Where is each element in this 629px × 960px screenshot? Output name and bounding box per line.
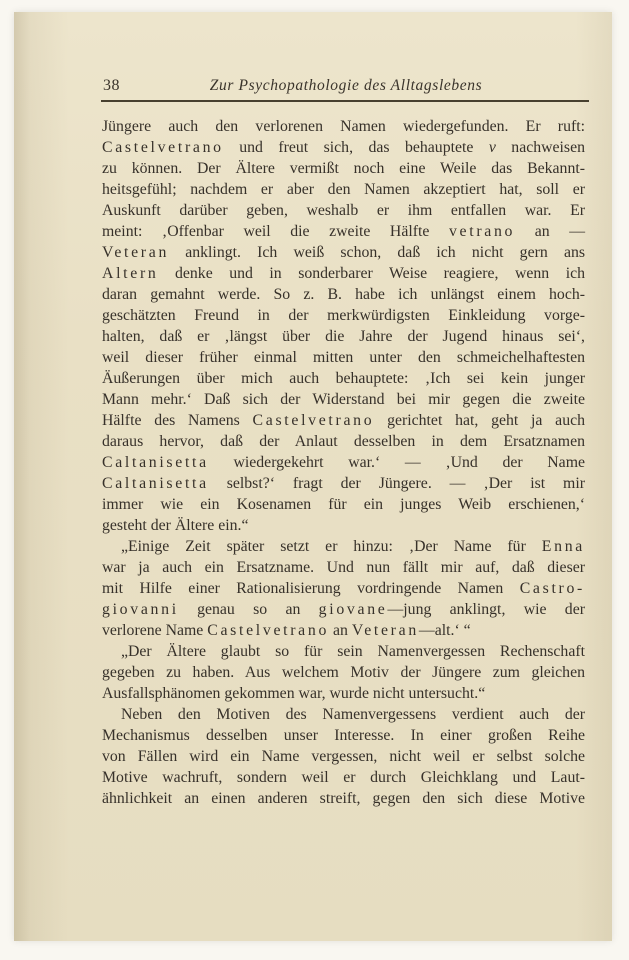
text-segment: an —	[515, 223, 585, 240]
letterspaced-text: Enna	[541, 538, 585, 555]
text-line	[102, 284, 585, 305]
text-line	[102, 578, 585, 599]
letterspaced-text: giovanni	[102, 601, 179, 618]
letterspaced-text: giovane	[318, 601, 388, 618]
text-line	[102, 305, 585, 326]
text-segment: halten, daß er ‚längst über die Jahre der Jugend hinaus sei‘,	[102, 328, 585, 345]
text-line	[102, 452, 585, 473]
text-line	[102, 620, 585, 641]
text-segment: wiedergekehrt war.‘ — ‚Und der Name	[208, 454, 585, 471]
text-segment: denke und in sonderbarer Weise reagiere, wenn ich	[158, 265, 585, 282]
text-line	[102, 536, 585, 557]
text-segment: verlorene Name	[102, 622, 208, 639]
body-text	[102, 116, 585, 809]
letterspaced-text: Castelvetrano	[102, 139, 224, 156]
text-line	[102, 515, 585, 536]
text-line	[102, 557, 585, 578]
text-segment: mit Hilfe einer Rationalisierung vordringende Namen	[102, 580, 520, 597]
text-line	[102, 788, 585, 809]
text-segment: Motive wachruft, sondern weil er durch Gleichklang und Laut-	[102, 769, 585, 786]
text-segment: genau so an	[178, 601, 319, 618]
text-segment: nachweisen	[495, 139, 585, 156]
text-line	[102, 704, 585, 725]
text-line	[102, 389, 585, 410]
text-line	[102, 410, 585, 431]
text-segment: weil dieser früher einmal mitten unter den schmeichelhaftesten	[102, 349, 585, 366]
text-line	[102, 347, 585, 368]
header-rule	[101, 100, 589, 102]
paragraph	[102, 641, 585, 704]
letterspaced-text: Veteran	[102, 244, 170, 261]
running-header-row	[102, 70, 590, 98]
letterspaced-text: Castelvetrano	[252, 412, 375, 429]
text-segment: daran gemahnt werde. So z. B. habe ich unlängst einem hoch-	[102, 286, 585, 303]
letterspaced-text: vetrano	[448, 223, 516, 240]
text-segment: heitsgefühl; nachdem er aber den Namen akzeptiert hat, soll er	[102, 181, 585, 198]
text-line	[102, 116, 585, 137]
letterspaced-text: Caltanisetta	[102, 454, 209, 471]
text-line	[102, 221, 585, 242]
text-line	[102, 725, 585, 746]
paragraph	[102, 116, 585, 536]
paragraph	[102, 536, 585, 641]
letterspaced-text: Altern	[102, 265, 159, 282]
text-segment: war ja auch ein Ersatzname. Und nun fällt mir auf, daß dieser	[102, 559, 585, 576]
text-segment: und freut sich, das behauptete	[223, 139, 489, 156]
page-number: 38	[103, 77, 120, 94]
text-segment: von Fällen wird ein Name vergessen, nicht weil er selbst solche	[102, 748, 585, 765]
text-line	[102, 368, 585, 389]
text-line	[102, 641, 585, 662]
running-header-title: Zur Psychopathologie des Alltagslebens	[209, 77, 483, 94]
text-line	[102, 179, 585, 200]
text-segment: „Der Ältere glaubt so für sein Namenvergessen Rechenschaft	[121, 643, 585, 660]
text-segment: —alt.‘ “	[418, 622, 471, 639]
text-line	[102, 200, 585, 221]
text-segment: —jung anklingt, wie der	[387, 601, 585, 618]
text-segment: Äußerungen über mich auch behauptete: ‚Ich sei kein junger	[102, 370, 585, 387]
text-segment: Mechanismus desselben unser Interesse. In einer großen Reihe	[102, 727, 585, 744]
letterspaced-text: Caltanisetta	[102, 475, 209, 492]
text-segment: an	[329, 622, 352, 639]
letterspaced-text: Castelvetrano	[207, 622, 330, 639]
text-line	[102, 326, 585, 347]
text-segment: daraus hervor, daß der Anlaut desselben in dem Ersatznamen	[102, 433, 585, 450]
text-segment: selbst?‘ fragt der Jüngere. — ‚Der ist mir	[208, 475, 585, 492]
paragraph	[102, 704, 585, 809]
text-segment: gesteht der Ältere ein.“	[102, 517, 249, 534]
text-segment: zu können. Der Ältere vermißt noch eine Weile das Bekannt-	[102, 160, 585, 177]
text-segment: meint: ‚Offenbar weil die zweite Hälfte	[102, 223, 449, 240]
text-line	[102, 767, 585, 788]
letterspaced-text: Veteran	[351, 622, 419, 639]
text-line	[102, 158, 585, 179]
text-line	[102, 494, 585, 515]
text-line	[102, 431, 585, 452]
text-line	[102, 473, 585, 494]
text-segment: Neben den Motiven des Namenvergessens verdient auch der	[121, 706, 585, 723]
text-segment: Jüngere auch den verlorenen Namen wiedergefunden. Er ruft:	[102, 118, 585, 135]
text-segment: immer wie ein Kosenamen für ein junges Weib erschienen,‘	[102, 496, 585, 513]
text-segment: Auskunft darüber geben, weshalb er ihm entfallen war. Er	[102, 202, 585, 219]
text-line	[102, 746, 585, 767]
text-line	[102, 662, 585, 683]
text-line	[102, 683, 585, 704]
text-segment: ähnlichkeit an einen anderen streift, gegen den sich diese Motive	[102, 790, 585, 807]
text-segment: Hälfte des Namens	[102, 412, 253, 429]
text-segment: geschätzten Freund in der merkwürdigsten Einkleidung vorge-	[102, 307, 585, 324]
text-line	[102, 599, 585, 620]
letterspaced-text: Castro-	[519, 580, 585, 597]
text-line	[102, 137, 585, 158]
text-line	[102, 263, 585, 284]
italic-text: v	[488, 139, 496, 156]
text-segment: gegeben zu haben. Aus welchem Motiv der Jüngere zum gleichen	[102, 664, 585, 681]
text-segment: „Einige Zeit später setzt er hinzu: ‚Der Name für	[121, 538, 542, 555]
text-segment: Ausfallsphänomen gekommen war, wurde nicht untersucht.“	[102, 685, 486, 702]
text-segment: anklingt. Ich weiß schon, daß ich nicht gern ans	[169, 244, 585, 261]
text-segment: gerichtet hat, geht ja auch	[374, 412, 586, 429]
text-line	[102, 242, 585, 263]
book-page	[14, 12, 612, 941]
text-segment: Mann mehr.‘ Daß sich der Widerstand bei mir gegen die zweite	[102, 391, 585, 408]
